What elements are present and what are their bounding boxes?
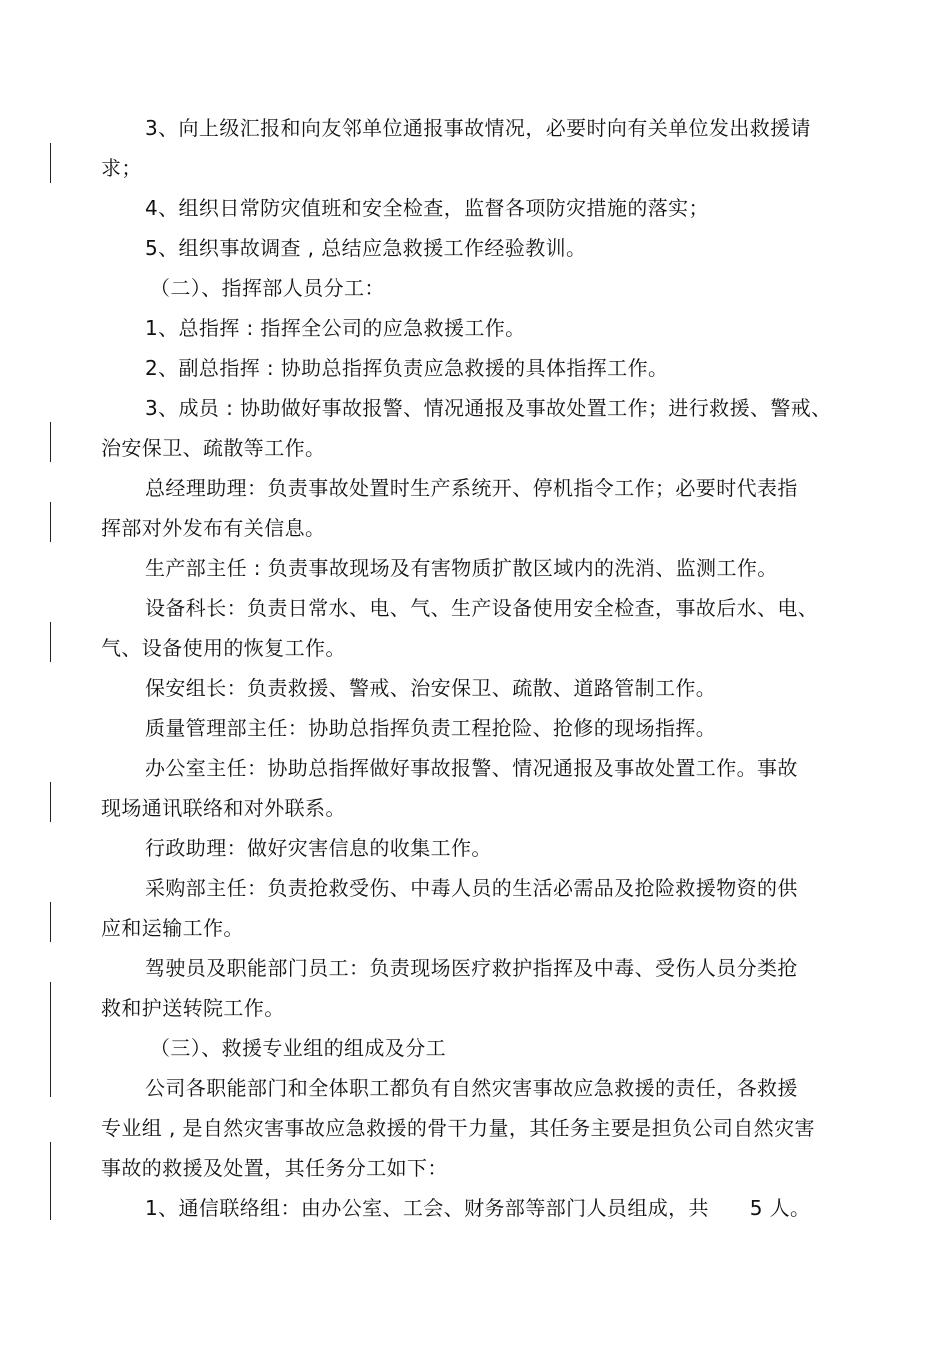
margin-bar [50,622,51,662]
margin-bar [50,902,51,942]
paragraph-line: 1、通信联络组：由办公室、工会、财务部等部门人员组成，共 5 人。 [145,1196,811,1220]
paragraph-line: 3、向上级汇报和向友邻单位通报事故情况，必要时向有关单位发出救援请 [145,116,811,140]
paragraph-line: 专业组 , 是自然灾害事故应急救援的骨干力量，其任务主要是担负公司自然灾害 [101,1116,815,1140]
paragraph-line: 应和运输工作。 [101,916,244,940]
paragraph-line: 治安保卫、疏散等工作。 [101,436,326,460]
paragraph-line: 挥部对外发布有关信息。 [101,516,326,540]
paragraph-line: 2、副总指挥 : 协助总指挥负责应急救援的具体指挥工作。 [145,356,669,380]
margin-bar [50,422,51,462]
paragraph-line: 求； [101,156,142,180]
paragraph-line: 办公室主任：协助总指挥做好事故报警、情况通报及事故处置工作。事故 [145,756,798,780]
paragraph-line: 生产部主任 : 负责事故现场及有害物质扩散区域内的洗消、监测工作。 [145,556,778,580]
paragraph-line: 设备科长：负责日常水、电、气、生产设备使用安全检查，事故后水、电、 [145,596,819,620]
paragraph-line: 公司各职能部门和全体职工都负有自然灾害事故应急救援的责任，各救援 [145,1076,798,1100]
margin-bar [50,502,51,542]
paragraph-line: 采购部主任：负责抢救受伤、中毒人员的生活必需品及抢险救援物资的供 [145,876,798,900]
paragraph-line: 事故的救援及处置，其任务分工如下： [101,1156,448,1180]
section-heading: （三）、救援专业组的组成及分工 [150,1036,446,1060]
paragraph-line: 4、组织日常防灾值班和安全检查，监督各项防灾措施的落实； [145,196,709,220]
section-heading: （二）、指挥部人员分工： [150,276,385,300]
paragraph-line: 救和护送转院工作。 [101,996,285,1020]
margin-bar [50,1142,51,1220]
paragraph-line: 3、成员 : 协助做好事故报警、情况通报及事故处置工作；进行救援、警戒、 [145,396,832,420]
margin-bar [50,982,51,1097]
paragraph-line: 气、设备使用的恢复工作。 [101,636,346,660]
margin-bar [50,143,51,183]
paragraph-line: 质量管理部主任：协助总指挥负责工程抢险、抢修的现场指挥。 [145,716,717,740]
paragraph-line: 现场通讯联络和对外联系。 [101,796,346,820]
paragraph-line: 保安组长：负责救援、警戒、治安保卫、疏散、道路管制工作。 [145,676,717,700]
margin-bar [50,782,51,822]
paragraph-line: 总经理助理：负责事故处置时生产系统开、停机指令工作；必要时代表指 [145,476,798,500]
paragraph-line: 5、组织事故调查 , 总结应急救援工作经验教训。 [145,236,587,260]
paragraph-line: 驾驶员及职能部门员工：负责现场医疗救护指挥及中毒、受伤人员分类抢 [145,956,798,980]
paragraph-line: 1、总指挥 : 指挥全公司的应急救援工作。 [145,316,526,340]
paragraph-line: 行政助理：做好灾害信息的收集工作。 [145,836,492,860]
